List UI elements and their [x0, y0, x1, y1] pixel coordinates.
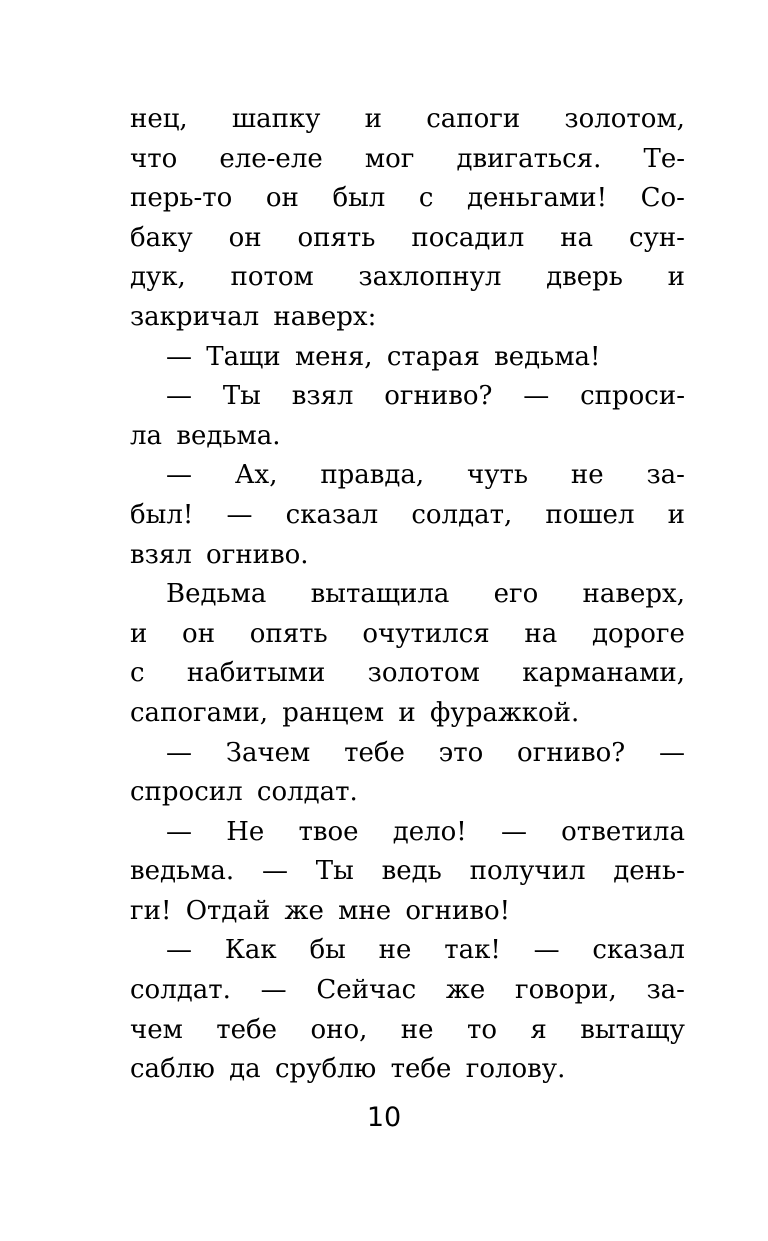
word: —: [166, 737, 192, 768]
word: спроси-: [580, 381, 685, 412]
text-line: [130, 1050, 685, 1090]
word: огниво?: [384, 381, 493, 412]
word: золотом: [367, 658, 480, 689]
word: —: [166, 341, 192, 372]
word: опять: [297, 222, 376, 253]
word: —: [260, 975, 287, 1006]
page-number: 10: [366, 1102, 402, 1133]
word: закричал: [130, 301, 260, 332]
word: голову.: [465, 1054, 566, 1085]
word: был!: [130, 499, 194, 530]
word: Ты: [315, 856, 354, 887]
word: говори,: [514, 975, 617, 1006]
word: солдат,: [411, 499, 513, 530]
word: дело!: [392, 816, 467, 847]
word: Ты: [222, 381, 261, 412]
word: что: [130, 143, 178, 174]
word: же: [445, 975, 486, 1006]
word: Зачем: [225, 737, 311, 768]
word: за-: [646, 460, 685, 491]
word: —: [166, 935, 192, 966]
word: и: [667, 499, 685, 530]
word: на: [560, 222, 594, 253]
word: Ах,: [234, 460, 278, 491]
word: солдат.: [130, 975, 231, 1006]
word: —: [523, 381, 550, 412]
word: с: [130, 658, 145, 689]
word: ведьма.: [130, 856, 235, 887]
word: солдат.: [256, 777, 358, 808]
word: нец,: [130, 104, 188, 134]
word: не: [400, 1014, 434, 1045]
word: же: [284, 895, 324, 926]
word: тебе: [390, 1054, 452, 1085]
word: то: [466, 1014, 497, 1045]
word: дороге: [591, 618, 685, 649]
word: баку: [130, 222, 193, 253]
word: вытащила: [310, 579, 450, 610]
word: ранцем: [282, 697, 385, 728]
word: сапогами,: [130, 697, 268, 728]
word: ги!: [130, 895, 172, 926]
word: не: [570, 460, 604, 491]
word: вытащу: [580, 1014, 685, 1045]
word: —: [166, 460, 192, 491]
word: —: [533, 935, 560, 966]
text-line: [130, 734, 685, 774]
word: взял: [130, 539, 192, 570]
text-line: [130, 892, 685, 932]
word: за-: [646, 975, 685, 1006]
word: Сейчас: [316, 975, 417, 1006]
word: да: [229, 1054, 261, 1085]
word: сун-: [628, 222, 685, 253]
word: я: [530, 1014, 547, 1045]
text-line: [130, 496, 685, 536]
word: старая: [386, 341, 480, 372]
word: ведьма!: [494, 341, 601, 372]
word: —: [659, 737, 685, 768]
word: саблю: [130, 1054, 215, 1085]
word: Ведьма: [166, 579, 267, 610]
word: Тащи: [206, 341, 281, 372]
text-line: [130, 179, 685, 219]
text-line: [130, 140, 685, 180]
text-line: [130, 456, 685, 496]
text-line: [130, 654, 685, 694]
word: шапку: [231, 104, 321, 134]
word: огниво!: [405, 895, 511, 926]
word: взял: [291, 381, 354, 412]
word: меня,: [294, 341, 373, 372]
word: дверь: [546, 262, 623, 293]
word: чем: [130, 1014, 183, 1045]
word: мне: [338, 895, 392, 926]
word: наверх,: [582, 579, 685, 610]
text-line: [130, 100, 685, 140]
word: набитыми: [186, 658, 326, 689]
word: бы: [309, 935, 346, 966]
text-line: [130, 258, 685, 298]
text-line: [130, 971, 685, 1011]
word: не: [378, 935, 412, 966]
word: огниво.: [206, 539, 309, 570]
word: ведьма.: [176, 420, 281, 451]
word: мог: [364, 143, 415, 174]
word: перь-то: [130, 183, 233, 214]
word: Как: [224, 935, 277, 966]
word: спросил: [130, 777, 243, 808]
text-line: [130, 931, 685, 971]
word: опять: [249, 618, 328, 649]
text-line: [130, 575, 685, 615]
word: сказал: [592, 935, 685, 966]
text-line: [130, 338, 685, 378]
text-line: [130, 615, 685, 655]
text-line: [130, 694, 685, 734]
word: с: [418, 183, 434, 214]
word: Со-: [640, 183, 685, 214]
word: твое: [298, 816, 359, 847]
word: посадил: [411, 222, 525, 253]
body-text: [130, 100, 685, 1090]
word: сказал: [285, 499, 379, 530]
word: на: [524, 618, 558, 649]
word: Не: [226, 816, 265, 847]
word: сапоги: [426, 104, 521, 134]
word: ведь: [381, 856, 442, 887]
word: деньгами!: [467, 183, 608, 214]
word: тебе: [344, 737, 405, 768]
word: очутился: [362, 618, 490, 649]
text-line: [130, 536, 685, 576]
word: двигаться.: [456, 143, 602, 174]
word: —: [226, 499, 253, 530]
word: Отдай: [185, 895, 271, 926]
word: он: [228, 222, 262, 253]
word: оно,: [310, 1014, 368, 1045]
word: его: [493, 579, 539, 610]
word: получил: [469, 856, 586, 887]
word: огниво?: [517, 737, 626, 768]
word: карманами,: [522, 658, 685, 689]
word: ла: [130, 420, 163, 451]
word: еле-еле: [219, 143, 323, 174]
word: тебе: [216, 1014, 278, 1045]
text-line: [130, 417, 685, 457]
word: захлопнул: [358, 262, 502, 293]
text-line: [130, 852, 685, 892]
word: так!: [444, 935, 501, 966]
text-line: [130, 377, 685, 417]
word: срублю: [274, 1054, 377, 1085]
word: он: [265, 183, 299, 214]
word: день-: [613, 856, 685, 887]
text-line: [130, 773, 685, 813]
text-line: [130, 813, 685, 853]
word: дук,: [130, 262, 186, 293]
word: правда,: [320, 460, 425, 491]
word: —: [166, 381, 192, 412]
word: фуражкой.: [430, 697, 580, 728]
word: ответила: [561, 816, 685, 847]
word: и: [667, 262, 685, 293]
word: наверх:: [273, 301, 377, 332]
word: Те-: [643, 143, 685, 174]
word: и: [398, 697, 416, 728]
word: и: [364, 104, 383, 134]
word: пошел: [545, 499, 635, 530]
word: —: [500, 816, 527, 847]
word: —: [166, 816, 192, 847]
word: и: [130, 618, 148, 649]
word: был: [332, 183, 386, 214]
word: это: [438, 737, 484, 768]
word: потом: [230, 262, 314, 293]
text-line: [130, 219, 685, 259]
word: он: [182, 618, 216, 649]
text-line: [130, 298, 685, 338]
word: золотом,: [564, 104, 685, 134]
word: —: [261, 856, 288, 887]
text-line: [130, 1011, 685, 1051]
word: чуть: [467, 460, 529, 491]
